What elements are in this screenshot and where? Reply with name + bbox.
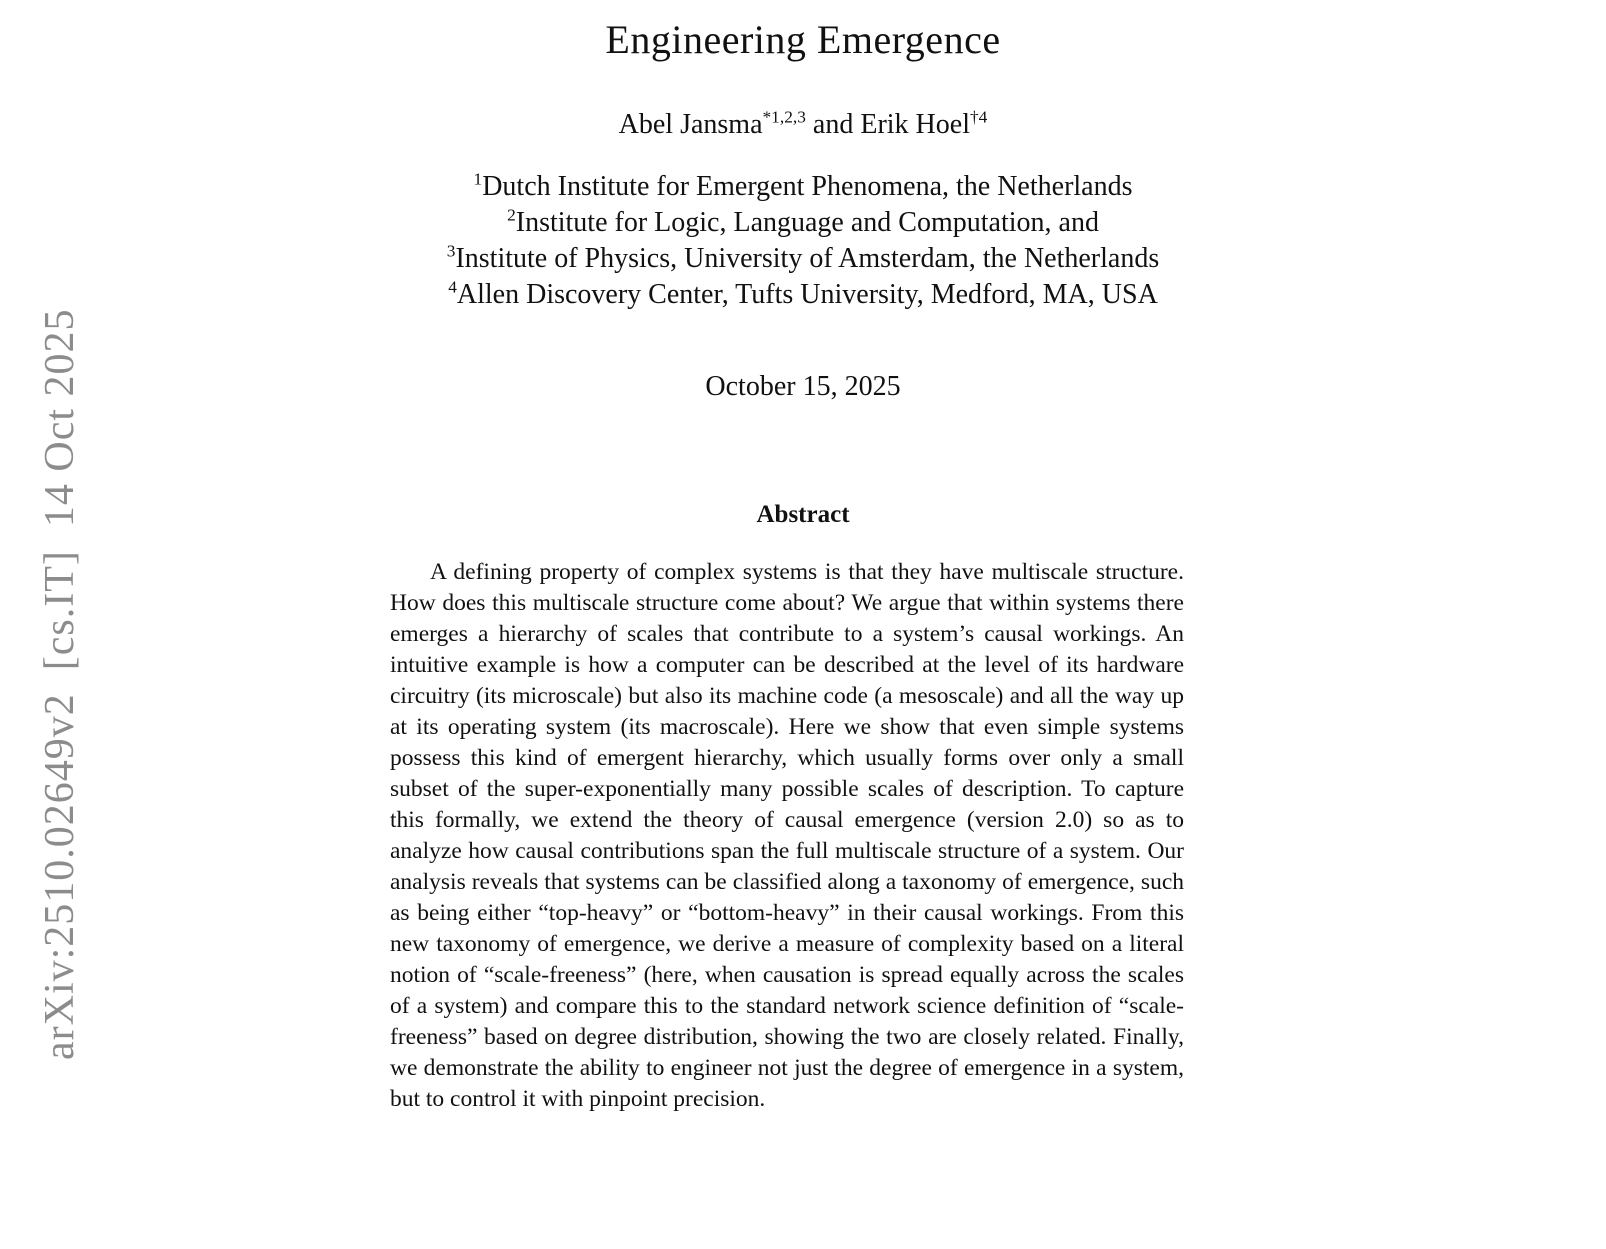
- affiliation-line: [0, 169, 1606, 205]
- author-2-name: Erik Hoel: [860, 109, 970, 140]
- date-line: October 15, 2025: [705, 371, 901, 402]
- affiliation-2-number: 2: [507, 205, 516, 225]
- affiliation-line: [0, 241, 1606, 277]
- abstract-text: A defining property of complex systems is that they have multiscale structure. How does this multiscale structure come about? We argue that within systems there emerges a hierarchy of scales that contribute to a system’s causal workings. An intuitive example is how a computer can be described at the level of its hardware circuitry (its microscale) but also its machine code (a mesoscale) and all the way up at its operating system (its macroscale). Here we show that even simple systems possess this kind of emergent hierarchy, which usually forms over only a small subset of the super-exponentially many possible scales of description. To capture this formally, we extend the theory of causal emergence (version 2.0) so as to analyze how causal contributions span the full multiscale structure of a system. Our analysis reveals that systems can be classified along a taxonomy of emergence, such as being either “top-heavy” or “bottom-heavy” in their causal workings. From this new taxonomy of emergence, we derive a measure of complexity based on a literal notion of “scale-freeness” (here, when causation is spread equally across the scales of a system) and compare this to the standard network science definition of “scale-freeness” based on degree distribution, showing the two are closely related. Finally, we demonstrate the ability to engineer not just the degree of emergence in a system, but to control it with pinpoint precision.: [390, 559, 1184, 1112]
- author-1-name: Abel Jansma: [618, 109, 763, 140]
- author-1-affiliation-marks: *1,2,3: [762, 107, 806, 127]
- affiliation-2-text: Institute for Logic, Language and Computation, and: [515, 207, 1099, 238]
- affiliations-block: [0, 169, 1606, 313]
- paper-title: Engineering Emergence: [605, 17, 1001, 62]
- affiliation-1-text: Dutch Institute for Emergent Phenomena, the Netherlands: [482, 171, 1133, 202]
- affiliation-1-number: 1: [473, 169, 483, 189]
- affiliation-3-text: Institute of Physics, University of Amsterdam, the Netherlands: [455, 243, 1160, 274]
- affiliation-4-number: 4: [448, 277, 457, 297]
- affiliation-3-number: 3: [446, 241, 456, 261]
- author-2-affiliation-marks: †4: [969, 107, 988, 127]
- authors-line: [0, 109, 1606, 141]
- affiliation-line: [0, 277, 1606, 313]
- affiliation-line: [0, 205, 1606, 241]
- arxiv-sidebar-label: arXiv:2510.02649v2 [cs.IT] 14 Oct 2025: [37, 308, 83, 1060]
- affiliation-4-text: Allen Discovery Center, Tufts University, Medford, MA, USA: [456, 279, 1158, 310]
- abstract-heading: Abstract: [756, 501, 850, 528]
- authors-separator: and: [805, 109, 861, 140]
